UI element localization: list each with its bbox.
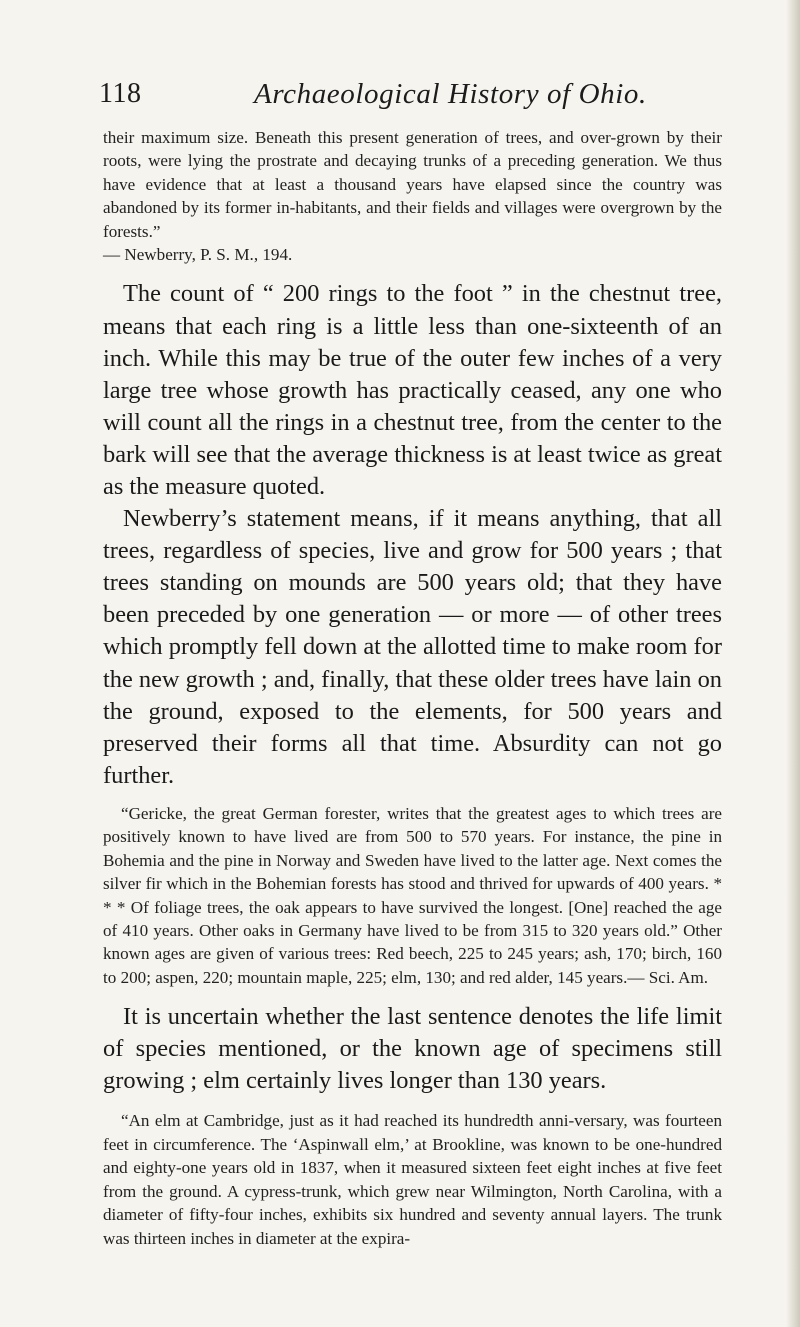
running-head xyxy=(99,78,722,114)
quote-block-newberry xyxy=(103,126,722,266)
body-paragraph: The count of “ 200 rings to the foot ” in the chestnut tree, means that each ring is a little less than one-sixteenth of an inch. While this may be true of the outer few inches of a very large tree whose growth has practically ceased, any one who will count all the rings in a chestnut tree, from the center to the bark will see that the average thickness is at least twice as great as the measure quoted. xyxy=(103,280,723,500)
body-paragraph: Newberry’s statement means, if it means anything, that all trees, regardless of species, live and grow for 500 years ; that trees standing on mounds are 500 years old; that they have been preceded by one generation — or more — of other trees which promptly fell down at the allotted time to make room for the new growth ; and, finally, that these older trees have lain on the ground, exposed to the elements, for 500 years and preserved their forms all that time. Absurdity can not go further. xyxy=(103,505,722,789)
quote-citation: — Newberry, P. S. M., 194. xyxy=(103,245,293,265)
running-title: Archaeological History of Ohio. xyxy=(254,78,647,110)
quote-text: their maximum size. Beneath this present generation of trees, and over-grown by their roots, were lying the prostrate and decaying trunks of a preceding generation. We thus have evidence that at least a thousand years have elapsed since the country was abandoned by its former in-habitants, and their fields and villages were overgrown by the forests.” xyxy=(103,128,722,241)
page-edge-shadow xyxy=(786,0,800,1327)
quote-text: “Gericke, the great German forester, writes that the greatest ages to which trees are positively known to have lived are from 500 to 570 years. For instance, the pine in Bohemia and the pine in Norway and Sweden have lived to the latter age. Next comes the silver fir which in the Bohemian forests has stood and thrived for upwards of 400 years. * * * Of foliage trees, the oak appears to have survived the longest. [One] reached the age of 410 years. Other oaks in Germany have lived to be from 315 to 320 years old.” Other known ages are given of various trees: Red beech, 225 to 245 years; ash, 170; birch, 160 to 200; aspen, 220; mountain maple, 225; elm, 130; and red alder, 145 years.— Sci. Am. xyxy=(103,803,722,987)
quote-text: “An elm at Cambridge, just as it had reached its hundredth anni-versary, was fourteen feet in circumference. The ‘Aspinwall elm,’ at Brookline, was known to be one-hundred and eighty-one years old in 1837, when it measured sixteen feet eight inches at five feet from the ground. A cypress-trunk, which grew near Wilmington, North Carolina, with a diameter of fifty-four inches, exhibits six hundred and seventy annual layers. The trunk was thirteen inches in diameter at the expira- xyxy=(103,1111,722,1248)
quote-block-gericke xyxy=(103,802,722,989)
body-paragraph: It is uncertain whether the last sentence denotes the life limit of species mentioned, or the known age of specimens still growing ; elm certainly lives longer than 130 years. xyxy=(103,1003,722,1095)
page-number: 118 xyxy=(99,78,142,109)
body-text-section-2 xyxy=(103,1001,722,1097)
body-text-section-1 xyxy=(103,278,722,792)
quote-block-elm xyxy=(103,1109,722,1249)
